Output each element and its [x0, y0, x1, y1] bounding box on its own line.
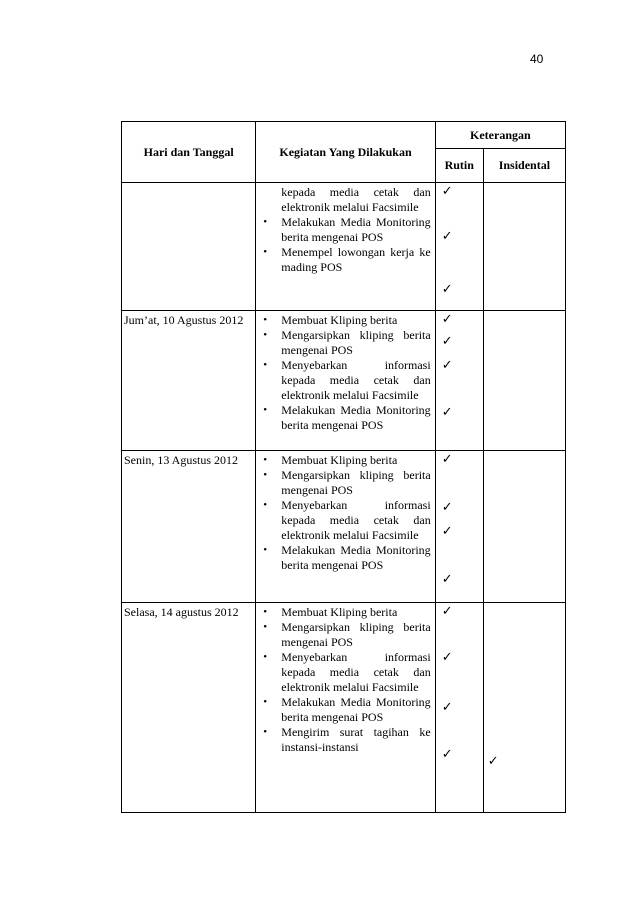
bullet-icon: • — [263, 359, 268, 371]
date-cell: Jum’at, 10 Agustus 2012 — [122, 311, 256, 451]
header-routine: Rutin — [435, 149, 483, 183]
activity-item: • Membuat Kliping berita — [263, 453, 398, 467]
activity-continuation: kepada media cetak dan elektronik melalui Facsimile — [281, 185, 431, 214]
activity-item: • Melakukan Media Monitoring berita mengenai POS — [263, 403, 431, 432]
activity-item: • Menyebarkan informasi kepada media cetak dan elektronik melalui Facsimile — [263, 358, 431, 402]
bullet-icon: • — [263, 314, 268, 326]
table-row — [122, 451, 566, 603]
routine-cell — [435, 183, 483, 311]
check-icon: ✓ — [441, 649, 453, 664]
activity-item: • Melakukan Media Monitoring berita mengenai POS — [263, 215, 431, 244]
incidental-cell — [483, 451, 565, 603]
activity-item: • Membuat Kliping berita — [263, 313, 398, 327]
check-icon: ✓ — [441, 183, 453, 198]
activity-item: • Mengirim surat tagihan ke instansi-instansi — [263, 725, 431, 754]
bullet-icon: • — [263, 726, 268, 738]
check-icon: ✓ — [441, 311, 453, 326]
incidental-cell — [483, 183, 565, 311]
activity-item: • Mengarsipkan kliping berita mengenai POS — [263, 468, 431, 497]
bullet-icon: • — [263, 696, 268, 708]
date-cell: Senin, 13 Agustus 2012 — [122, 451, 256, 603]
date-cell — [122, 183, 256, 311]
header-note: Keterangan — [435, 122, 565, 149]
activity-item: • Mengarsipkan kliping berita mengenai POS — [263, 620, 431, 649]
activity-item: • Melakukan Media Monitoring berita mengenai POS — [263, 543, 431, 572]
header-date: Hari dan Tanggal — [122, 122, 256, 183]
activity-item: • Melakukan Media Monitoring berita mengenai POS — [263, 695, 431, 724]
activity-cell — [256, 311, 435, 451]
page-number: 40 — [530, 52, 544, 66]
bullet-icon: • — [263, 606, 268, 618]
bullet-icon: • — [263, 621, 268, 633]
check-icon: ✓ — [487, 753, 499, 768]
check-icon: ✓ — [441, 357, 453, 372]
check-icon: ✓ — [441, 333, 453, 348]
check-icon: ✓ — [441, 571, 453, 586]
bullet-icon: • — [263, 246, 268, 258]
check-icon: ✓ — [441, 228, 453, 243]
check-icon: ✓ — [441, 499, 453, 514]
activity-cell — [256, 603, 435, 813]
incidental-cell — [483, 311, 565, 451]
routine-cell — [435, 603, 483, 813]
check-icon: ✓ — [441, 281, 453, 296]
bullet-icon: • — [263, 499, 268, 511]
check-icon: ✓ — [441, 603, 453, 618]
check-icon: ✓ — [441, 699, 453, 714]
bullet-icon: • — [263, 454, 268, 466]
header-incidental: Insidental — [483, 149, 565, 183]
bullet-icon: • — [263, 469, 268, 481]
bullet-icon: • — [263, 329, 268, 341]
activity-table — [121, 121, 566, 813]
routine-cell — [435, 311, 483, 451]
routine-cell — [435, 451, 483, 603]
check-icon: ✓ — [441, 746, 453, 761]
bullet-icon: • — [263, 544, 268, 556]
incidental-cell — [483, 603, 565, 813]
bullet-icon: • — [263, 216, 268, 228]
activity-item: • Menempel lowongan kerja ke mading POS — [263, 245, 431, 274]
header-activity: Kegiatan Yang Dilakukan — [256, 122, 435, 183]
table-row — [122, 311, 566, 451]
activity-item: • Membuat Kliping berita — [263, 605, 398, 619]
activity-cell — [256, 183, 435, 311]
activity-item: • Menyebarkan informasi kepada media cetak dan elektronik melalui Facsimile — [263, 498, 431, 542]
activity-cell — [256, 451, 435, 603]
bullet-icon: • — [263, 404, 268, 416]
check-icon: ✓ — [441, 451, 453, 466]
check-icon: ✓ — [441, 404, 453, 419]
check-icon: ✓ — [441, 523, 453, 538]
date-cell: Selasa, 14 agustus 2012 — [122, 603, 256, 813]
table-row — [122, 183, 566, 311]
bullet-icon: • — [263, 651, 268, 663]
activity-item: • Menyebarkan informasi kepada media cetak dan elektronik melalui Facsimile — [263, 650, 431, 694]
table-row — [122, 603, 566, 813]
activity-item: • Mengarsipkan kliping berita mengenai POS — [263, 328, 431, 357]
